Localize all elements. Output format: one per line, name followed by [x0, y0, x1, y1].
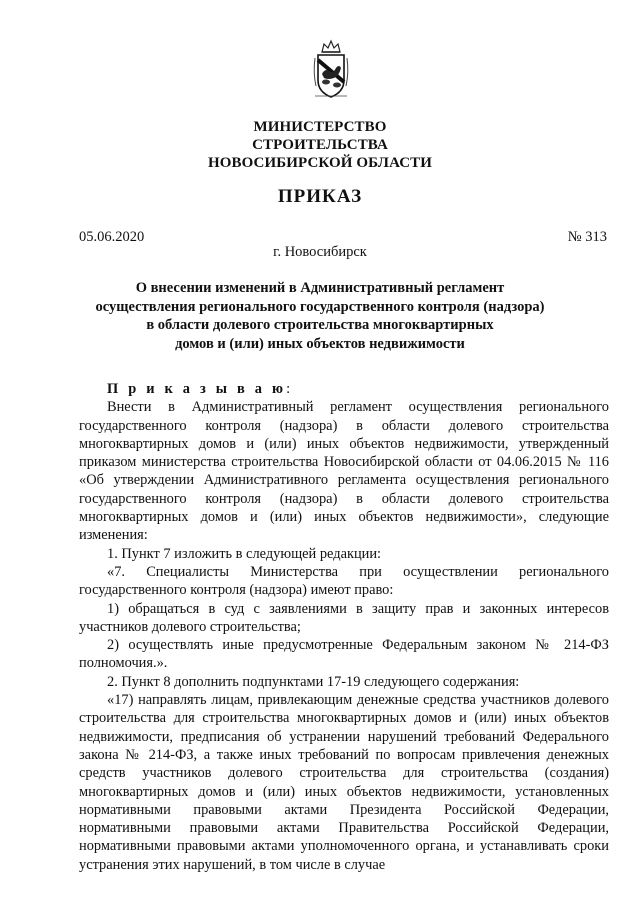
ministry-line: НОВОСИБИРСКОЙ ОБЛАСТИ [207, 155, 433, 171]
body-paragraph: 1. Пункт 7 изложить в следующей редакции: [107, 545, 382, 562]
ministry-line: СТРОИТЕЛЬСТВА [252, 137, 388, 153]
body-paragraph: «7. Специалисты Министерства при осуществлении регионального государственного контроля (надзора) имеют право: [79, 563, 609, 599]
order-date: 05.06.2020 [79, 229, 145, 245]
orders-word: П р и к а з ы в а ю [107, 381, 287, 397]
ministry-line: МИНИСТЕРСТВО [253, 119, 387, 135]
body-paragraph: Внести в Административный регламент осуществления регионального государственного контроля (надзора) в области долевого строительства многоквартирных домов и (или) иных объектов недвижимости, утвержденный приказом министерства строительства Новосибирской области от 04.06.2015 № 116 «Об утверждении Административного регламента осуществления регионального государственного контроля (надзора) в области долевого строительства многоквартирных домов и (или) иных объектов недвижимости», следующие изменения: [79, 399, 609, 544]
body-paragraph: 1) обращаться в суд с заявлениями в защиту прав и законных интересов участников долевого строительства; [79, 600, 609, 635]
subject-line: в области долевого строительства многоквартирных [146, 317, 494, 333]
order-body [79, 380, 609, 874]
novosibirsk-coat-of-arms-icon [312, 38, 350, 100]
orders-colon: : [286, 381, 291, 397]
subject-line: осуществления регионального государственного контроля (надзора) [95, 298, 545, 315]
order-subject [0, 279, 640, 353]
orders-heading [79, 380, 609, 398]
body-paragraph: «17) направлять лицам, привлекающим денежные средства участников долевого строительства для строительства многоквартирных домов и (или) иных объектов недвижимости, предписания об устранении нарушений требований Федерального закона № 214-ФЗ, а также иных требований по вопросам привлечения денежных средств участников долевого строительства для строительства (создания) многоквартирных домов и (или) иных объектов недвижимости, установленных нормативными правовыми актами Президента Российской Федерации, нормативными правовыми актами Правительства Российской Федерации, нормативными правовыми актами уполномоченного органа, и устанавливать сроки устранения этих нарушений, в том числе в случае [79, 692, 609, 873]
body-paragraph: 2. Пункт 8 дополнить подпунктами 17-19 следующего содержания: [107, 673, 520, 690]
order-number: № 313 [567, 229, 607, 245]
subject-line: О внесении изменений в Административный регламент [135, 280, 505, 296]
ministry-name [0, 118, 640, 172]
city-name: г. Новосибирск [273, 244, 367, 260]
subject-line: домов и (или) иных объектов недвижимости [175, 335, 465, 352]
body-paragraph: 2) осуществлять иные предусмотренные Федеральным законом № 214-ФЗ полномочия.». [79, 637, 609, 672]
document-type-title: ПРИКАЗ [277, 186, 363, 207]
